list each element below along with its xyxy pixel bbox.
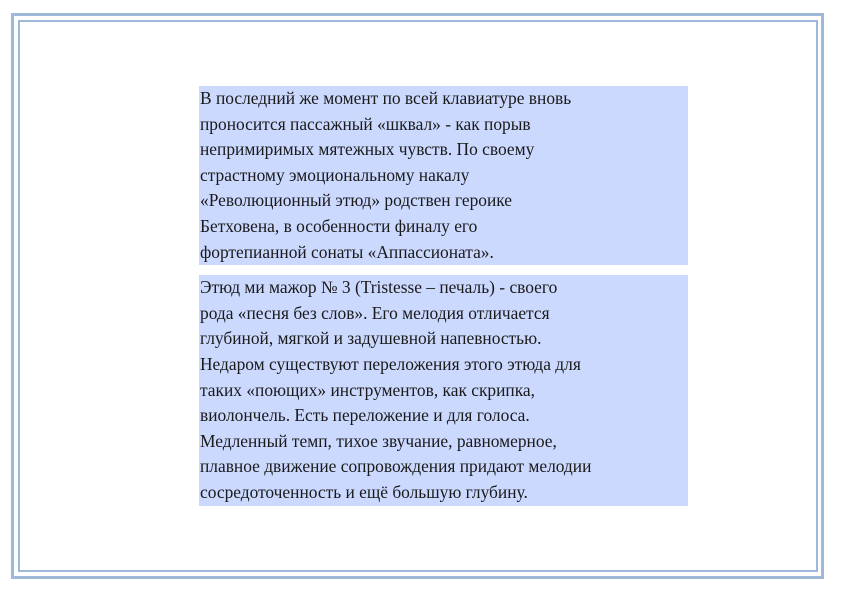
paragraph-revolutionary-etude: В последний же момент по всей клавиатуре вновь проносится пассажный «шквал» - как порыв непримиримых мятежных чувств. По своему страстному эмоциональному накалу «Революционный этюд» родствен героике Бетховена, в особенности финалу его фортепианной сонаты «Аппассионата». xyxy=(199,86,688,265)
text-block xyxy=(199,86,688,506)
paragraph-etude-e-major: Этюд ми мажор № 3 (Tristesse – печаль) - своего рода «песня без слов». Его мелодия отличается глубиной, мягкой и задушевной напевностью. Недаром существуют переложения этого этюда для таких «поющих» инструментов, как скрипка, виолончель. Есть переложение и для голоса. Медленный темп, тихое звучание, равномерное, плавное движение сопровождения придают мелодии сосредоточенность и ещё большую глубину. xyxy=(199,275,688,505)
